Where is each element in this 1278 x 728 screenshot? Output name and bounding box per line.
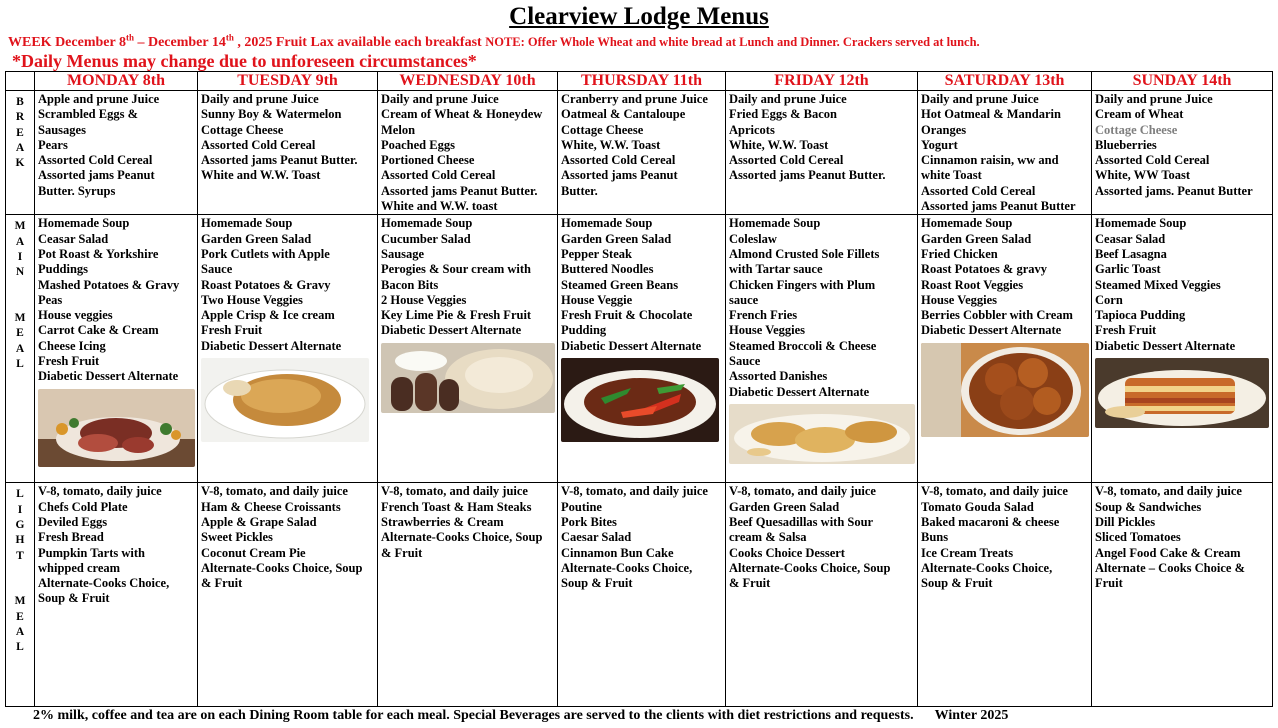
menu-item: Steamed Mixed Veggies [1095, 277, 1221, 292]
menu-item: Soup & Fruit [561, 576, 633, 591]
menu-item: Two House Veggies [201, 292, 303, 307]
menu-item: Fresh Fruit & Chocolate [561, 308, 693, 323]
row-label-letter: N [15, 266, 25, 279]
footer-text: 2% milk, coffee and tea are on each Dining Room table for each meal. Special Beverages are served to the clients with diet restrictions and requests. [33, 708, 914, 723]
menu-item: Cucumber Salad [381, 231, 471, 246]
menu-item: Homemade Soup [381, 216, 473, 231]
menu-item: Alternate-Cooks Choice, Soup [201, 560, 363, 575]
menu-item: Fresh Bread [38, 530, 104, 545]
main-monday-items [38, 216, 194, 384]
row-label-letter: H [15, 534, 25, 547]
menu-item: Tomato Gouda Salad [921, 499, 1034, 514]
main-saturday [918, 215, 1092, 483]
row-label-letter [6, 281, 34, 296]
main-meal-row [6, 215, 1273, 483]
breakfast-monday [35, 91, 198, 215]
menu-item: Sauce [201, 262, 233, 277]
menu-item: Homemade Soup [561, 216, 653, 231]
main-monday [35, 215, 198, 483]
footer-note [33, 707, 1008, 725]
menu-item: Homemade Soup [1095, 216, 1187, 231]
menu-item: Cottage Cheese [561, 122, 644, 137]
row-label-letter: G [15, 518, 25, 531]
breakfast-saturday [918, 91, 1092, 215]
menu-item: Daily and prune Juice [729, 92, 847, 106]
day-header-thursday: THURSDAY 11th [558, 72, 726, 91]
menu-item: Alternate-Cooks Choice, [921, 560, 1053, 575]
breakfast-friday [726, 91, 918, 215]
week-note: NOTE: Offer Whole Wheat and white bread at Lunch and Dinner. Crackers served at lunch. [485, 35, 980, 49]
day-header-wednesday: WEDNESDAY 10th [378, 72, 558, 91]
main-thursday [558, 215, 726, 483]
week-sup-start: th [125, 32, 134, 43]
menu-item: Assorted Cold Cereal [921, 183, 1036, 198]
menu-item: Sausages [38, 122, 86, 137]
menu-item: Roast Root Veggies [921, 277, 1024, 292]
menu-item: Coleslaw [729, 231, 777, 246]
menu-item: Assorted Danishes [729, 369, 828, 384]
menu-item: Diabetic Dessert Alternate [561, 338, 702, 353]
menu-item: Berries Cobbler with Cream [921, 308, 1073, 323]
menu-item: Daily and prune Juice [201, 92, 319, 106]
row-label-letter: L [16, 358, 24, 371]
row-label-letter: L [16, 641, 24, 654]
menu-item: & Fruit [201, 576, 243, 591]
light-thursday [558, 483, 726, 707]
menu-table [5, 71, 1273, 707]
week-sup-end: th [225, 32, 234, 43]
menu-item: Apricots [729, 122, 775, 137]
main-thursday-items [561, 216, 722, 354]
menu-item: Diabetic Dessert Alternate [38, 369, 179, 384]
menu-item: Ceasar Salad [1095, 231, 1166, 246]
menu-item: Pudding [561, 323, 607, 338]
season-label: Winter 2025 [934, 708, 1009, 723]
menu-item: Beef Quesadillas with Sour [729, 514, 874, 529]
menu-item: Coconut Cream Pie [201, 545, 306, 560]
menu-item: Melon [381, 122, 416, 137]
menu-item: Fresh Fruit [201, 323, 263, 338]
menu-item: Steamed Broccoli & Cheese [729, 338, 877, 353]
menu-item: V-8, tomato, and daily juice [381, 484, 528, 499]
menu-item: Fruit [1095, 576, 1123, 591]
menu-item: & Fruit [381, 545, 423, 560]
menu-item: Roast Potatoes & gravy [921, 262, 1048, 277]
menu-item: Garden Green Salad [201, 231, 312, 246]
menu-item: Peas [38, 292, 63, 307]
menu-item: Apple Crisp & Ice cream [201, 308, 335, 323]
menu-item: Fried Eggs & Bacon [729, 107, 837, 122]
menu-item: V-8, tomato, and daily juice [201, 484, 348, 499]
menu-item: V-8, tomato, and daily juice [1095, 484, 1242, 499]
menu-item: Assorted Cold Cereal [38, 153, 153, 168]
menu-item: White and W.W. toast [381, 199, 498, 214]
menu-item: Homemade Soup [38, 216, 130, 231]
row-label-letter: A [15, 626, 25, 639]
menu-item: Mashed Potatoes & Gravy [38, 277, 180, 292]
fried-chicken-photo [921, 343, 1089, 437]
light-monday [35, 483, 198, 707]
menu-item: Cinnamon raisin, ww and [921, 153, 1059, 168]
breakfast-label [6, 91, 35, 215]
main-tuesday-items [201, 216, 374, 354]
pot-roast-photo [38, 389, 195, 467]
menu-item: V-8, tomato, and daily juice [921, 484, 1068, 499]
menu-item: Assorted Cold Cereal [561, 153, 676, 168]
menu-item: & Fruit [729, 576, 771, 591]
menu-item: Assorted jams Peanut [38, 168, 155, 183]
menu-item: Cheese Icing [38, 338, 106, 353]
week-prefix: WEEK December 8 [8, 35, 126, 50]
menu-item: Homemade Soup [921, 216, 1013, 231]
main-meal-label [6, 215, 35, 483]
menu-item: Almond Crusted Sole Fillets [729, 246, 880, 261]
menu-item: Buttered Noodles [561, 262, 654, 277]
sausage-perogies-photo [381, 343, 555, 413]
menu-item: House Veggies [729, 323, 806, 338]
menu-item: white Toast [921, 168, 982, 183]
row-label-letter [6, 564, 34, 579]
row-label-letter [6, 579, 34, 594]
menu-item: Roast Potatoes & Gravy [201, 277, 331, 292]
light-meal-row [6, 483, 1273, 707]
pork-cutlet-photo [201, 358, 369, 442]
day-header-sunday: SUNDAY 14th [1092, 72, 1273, 91]
light-meal-label [6, 483, 35, 707]
breakfast-thursday [558, 91, 726, 215]
menu-item: Oatmeal & Cantaloupe [561, 107, 686, 122]
menu-item: Alternate-Cooks Choice, Soup [381, 530, 543, 545]
menu-item: Tapioca Pudding [1095, 308, 1186, 323]
row-label-letter: A [15, 141, 25, 154]
menu-item: Cream of Wheat & Honeydew [381, 107, 543, 122]
menu-item: Garden Green Salad [921, 231, 1032, 246]
day-header-saturday: SATURDAY 13th [918, 72, 1092, 91]
menu-item: House veggies [38, 308, 113, 323]
main-sunday-items [1095, 216, 1269, 354]
menu-item: Deviled Eggs [38, 514, 108, 529]
menu-item: Chicken Fingers with Plum [729, 277, 876, 292]
menu-item: White, WW Toast [1095, 168, 1191, 183]
row-label-letter: R [15, 111, 25, 124]
menu-item: Sunny Boy & Watermelon [201, 107, 342, 122]
menu-item: Soup & Sandwiches [1095, 499, 1202, 514]
row-label-letter: M [14, 595, 26, 608]
row-label-letter: E [16, 327, 24, 340]
menu-item: Pears [38, 137, 68, 152]
menu-item: Perogies & Sour cream with [381, 262, 531, 277]
menu-item: Angel Food Cake & Cream [1095, 545, 1241, 560]
menu-item: Soup & Fruit [38, 591, 110, 606]
menu-item: Poached Eggs [381, 137, 455, 152]
menu-item: Puddings [38, 262, 89, 277]
menu-item: Daily and prune Juice [1095, 92, 1213, 106]
menu-item: Daily and prune Juice [921, 92, 1039, 106]
menu-item: Daily and prune Juice [381, 92, 499, 106]
main-saturday-items [921, 216, 1088, 338]
row-label-letter: E [16, 610, 24, 623]
menu-item: Ham & Cheese Croissants [201, 499, 341, 514]
menu-item: Yogurt [921, 137, 958, 152]
menu-item: Poutine [561, 499, 602, 514]
menu-item: Cottage Cheese [201, 122, 284, 137]
menu-item: Portioned Cheese [381, 153, 475, 168]
menu-item: Assorted jams Peanut Butter. [201, 153, 358, 168]
menu-item: Apple and prune Juice [38, 92, 160, 106]
row-label-letter: E [16, 126, 24, 139]
breakfast-wednesday [378, 91, 558, 215]
menu-item: Fried Chicken [921, 246, 998, 261]
menu-item: Sauce [729, 354, 761, 369]
menu-item: Pumpkin Tarts with [38, 545, 145, 560]
menu-item: Sweet Pickles [201, 530, 273, 545]
menu-item: Corn [1095, 292, 1123, 307]
menu-item: Fresh Fruit [1095, 323, 1157, 338]
daily-notice: *Daily Menus may change due to unforeseen circumstances* [12, 51, 477, 71]
main-wednesday [378, 215, 558, 483]
menu-item: Assorted Cold Cereal [729, 153, 844, 168]
pepper-steak-photo [561, 358, 719, 442]
main-sunday [1092, 215, 1273, 483]
menu-item: Scrambled Eggs & [38, 107, 138, 122]
sole-fillet-photo [729, 404, 915, 464]
menu-item: whipped cream [38, 560, 121, 575]
menu-item: Assorted jams Peanut Butter. [729, 168, 886, 183]
breakfast-row [6, 91, 1273, 215]
day-header-friday: FRIDAY 12th [726, 72, 918, 91]
day-header-monday: MONDAY 8th [35, 72, 198, 91]
menu-item: Dill Pickles [1095, 514, 1156, 529]
menu-item: Sliced Tomatoes [1095, 530, 1181, 545]
menu-item: Cranberry and prune Juice [561, 92, 708, 106]
row-label-letter: M [14, 220, 26, 233]
menu-item: Baked macaroni & cheese [921, 514, 1060, 529]
row-label-letter: M [14, 312, 26, 325]
menu-item: Pot Roast & Yorkshire [38, 246, 159, 261]
menu-item: Diabetic Dessert Alternate [381, 323, 522, 338]
menu-item: Strawberries & Cream [381, 514, 504, 529]
menu-item: V-8, tomato, and daily juice [729, 484, 876, 499]
menu-item: Cottage Cheese [1095, 122, 1178, 137]
row-label-letter: T [16, 549, 24, 562]
light-tuesday [198, 483, 378, 707]
menu-item: Homemade Soup [729, 216, 821, 231]
main-wednesday-items [381, 216, 554, 338]
menu-item: V-8, tomato, and daily juice [561, 484, 708, 499]
menu-item: Oranges [921, 122, 967, 137]
lasagna-photo [1095, 358, 1269, 428]
corner-cell [6, 72, 35, 91]
menu-item: Assorted Cold Cereal [1095, 153, 1210, 168]
menu-item: cream & Salsa [729, 530, 807, 545]
menu-item: Alternate-Cooks Choice, Soup [729, 560, 891, 575]
main-friday-items [729, 216, 914, 400]
menu-item: Bacon Bits [381, 277, 439, 292]
menu-item: Buns [921, 530, 949, 545]
menu-item: Pork Bites [561, 514, 617, 529]
menu-item: Garden Green Salad [729, 499, 840, 514]
light-saturday [918, 483, 1092, 707]
menu-item: Assorted jams. Peanut Butter [1095, 183, 1253, 198]
row-label-letter: L [16, 488, 24, 501]
menu-item: Alternate-Cooks Choice, [561, 560, 693, 575]
row-label-letter: A [15, 235, 25, 248]
main-friday [726, 215, 918, 483]
menu-item: House Veggies [921, 292, 998, 307]
menu-item: Cinnamon Bun Cake [561, 545, 674, 560]
menu-item: Ceasar Salad [38, 231, 109, 246]
menu-item: Pepper Steak [561, 246, 632, 261]
week-rest: , 2025 Fruit Lax available each breakfast [233, 35, 486, 50]
main-tuesday [198, 215, 378, 483]
menu-item: Diabetic Dessert Alternate [1095, 338, 1236, 353]
menu-item: with Tartar sauce [729, 262, 823, 277]
menu-item: Chefs Cold Plate [38, 499, 128, 514]
light-wednesday [378, 483, 558, 707]
menu-item: Assorted jams Peanut [561, 168, 678, 183]
menu-item: Alternate-Cooks Choice, [38, 576, 170, 591]
menu-item: Sausage [381, 246, 425, 261]
menu-item: Diabetic Dessert Alternate [729, 384, 870, 399]
menu-item: Homemade Soup [201, 216, 293, 231]
menu-item: French Toast & Ham Steaks [381, 499, 532, 514]
week-mid: – December 14 [133, 35, 226, 50]
menu-item: Butter. [561, 183, 598, 198]
menu-item: Assorted Cold Cereal [381, 168, 496, 183]
menu-item: Carrot Cake & Cream [38, 323, 159, 338]
row-label-letter [6, 296, 34, 311]
menu-item: Pork Cutlets with Apple [201, 246, 330, 261]
breakfast-tuesday [198, 91, 378, 215]
day-header-tuesday: TUESDAY 9th [198, 72, 378, 91]
menu-item: Apple & Grape Salad [201, 514, 317, 529]
menu-item: Ice Cream Treats [921, 545, 1014, 560]
menu-item: Soup & Fruit [921, 576, 993, 591]
menu-item: Diabetic Dessert Alternate [201, 338, 342, 353]
row-label-letter: B [16, 96, 24, 108]
menu-item: House Veggie [561, 292, 633, 307]
row-label-letter: I [17, 250, 23, 263]
menu-item: Blueberries [1095, 137, 1157, 152]
menu-item: French Fries [729, 308, 798, 323]
menu-item: Assorted jams Peanut Butter [921, 199, 1076, 214]
menu-item: White, W.W. Toast [561, 137, 661, 152]
menu-item: Fresh Fruit [38, 354, 100, 369]
menu-item: Diabetic Dessert Alternate [921, 323, 1062, 338]
header-row [6, 72, 1273, 91]
menu-item: Alternate – Cooks Choice & [1095, 560, 1245, 575]
menu-item: Beef Lasagna [1095, 246, 1167, 261]
menu-item: Garlic Toast [1095, 262, 1161, 277]
menu-item: Hot Oatmeal & Mandarin [921, 107, 1061, 122]
menu-item: Butter. Syrups [38, 183, 116, 198]
menu-item: 2 House Veggies [381, 292, 467, 307]
menu-item: sauce [729, 292, 759, 307]
row-label-letter: A [15, 342, 25, 355]
menu-item: V-8, tomato, daily juice [38, 484, 162, 499]
row-label-letter: I [17, 503, 23, 516]
light-sunday [1092, 483, 1273, 707]
menu-item: White, W.W. Toast [729, 137, 829, 152]
light-friday [726, 483, 918, 707]
menu-item: Assorted jams Peanut Butter. [381, 183, 538, 198]
menu-item: Assorted Cold Cereal [201, 137, 316, 152]
week-line [8, 34, 980, 51]
page-title: Clearview Lodge Menus [509, 3, 769, 30]
menu-item: Cream of Wheat [1095, 107, 1184, 122]
menu-item: Caesar Salad [561, 530, 632, 545]
menu-item: Cooks Choice Dessert [729, 545, 845, 560]
row-label-letter: K [15, 157, 25, 170]
menu-item: Key Lime Pie & Fresh Fruit [381, 308, 532, 323]
breakfast-sunday [1092, 91, 1273, 215]
menu-item: White and W.W. Toast [201, 168, 321, 183]
menu-item: Garden Green Salad [561, 231, 672, 246]
menu-item: Steamed Green Beans [561, 277, 679, 292]
